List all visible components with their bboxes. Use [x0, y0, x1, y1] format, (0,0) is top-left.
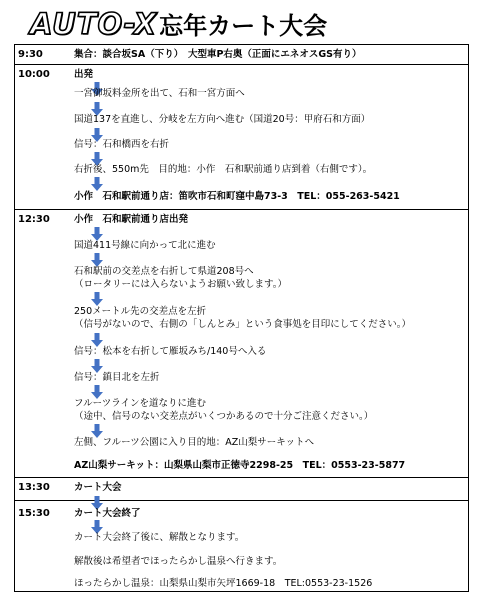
meeting-point: 集合：談合坂SA（下り） 大型車P右奥（正面にエネオスGS有り） — [74, 49, 362, 60]
row-divider — [14, 209, 469, 210]
step-text: 信号：松本を右折して雁坂みち/140号へ入る — [74, 346, 267, 357]
step-text: 国道411号線に向かって北に進む — [74, 240, 216, 251]
time-label: 9:30 — [18, 49, 43, 60]
down-arrow-icon — [91, 385, 103, 399]
down-arrow-icon — [91, 292, 103, 306]
title-text: 忘年カート大会 — [159, 12, 328, 40]
step-heading: カート大会 — [74, 482, 122, 493]
destination-info: 小作 石和駅前通り店：笛吹市石和町窪中島73-3 TEL：055-263-5421 — [74, 191, 400, 202]
onsen-info: ほったらかし温泉：山梨県山梨市矢坪1669-18 TEL:0553-23-1526 — [74, 578, 373, 589]
step-text: 信号：石和橋西を右折 — [74, 139, 170, 150]
step-text: 国道137を直進し、分岐を左方向へ進む（国道20号：甲府石和方面） — [74, 114, 371, 125]
time-label: 15:30 — [18, 508, 50, 519]
step-text: フルーツラインを道なりに進む — [74, 398, 206, 409]
page-title — [30, 6, 327, 40]
row-divider — [14, 500, 469, 501]
down-arrow-icon — [91, 227, 103, 241]
time-label: 10:00 — [18, 69, 50, 80]
step-note: （信号がないので、右側の「しんとみ」という食事処を目印にしてください。） — [74, 319, 412, 330]
down-arrow-icon — [91, 424, 103, 438]
step-text: 右折後、550m先 目的地：小作 石和駅前通り店到着（右側です）。 — [74, 164, 373, 175]
row-divider — [14, 64, 469, 65]
down-arrow-icon — [91, 177, 103, 191]
step-text: 信号：鎮目北を左折 — [74, 372, 160, 383]
step-heading: カート大会終了 — [74, 508, 141, 519]
down-arrow-icon — [91, 253, 103, 267]
step-note: （ロータリーには入らないようお願い致します。） — [74, 279, 287, 290]
time-label: 13:30 — [18, 482, 50, 493]
closing-text: カート大会終了後に、解散となります。 — [74, 532, 245, 543]
step-heading: 出発 — [74, 69, 94, 80]
title-logo: AUTO-X — [30, 6, 158, 41]
down-arrow-icon — [91, 333, 103, 347]
destination-info: AZ山梨サーキット：山梨県山梨市正徳寺2298-25 TEL：0553-23-5877 — [74, 460, 406, 471]
time-label: 12:30 — [18, 214, 50, 225]
down-arrow-icon — [91, 359, 103, 373]
closing-text: 解散後は希望者でほったらかし温泉へ行きます。 — [74, 556, 283, 567]
step-heading: 小作 石和駅前通り店出発 — [74, 214, 189, 225]
step-text: 左側、フルーツ公園に入り目的地：AZ山梨サーキットへ — [74, 437, 315, 448]
step-text: 250メートル先の交差点を左折 — [74, 306, 207, 317]
row-divider — [14, 477, 469, 478]
step-note: （途中、信号のない交差点がいくつかあるので十分ご注意ください。） — [74, 411, 374, 422]
step-text: 石和駅前の交差点を右折して県道208号へ — [74, 266, 254, 277]
step-text: 一宮御坂料金所を出て、石和一宮方面へ — [74, 88, 245, 99]
